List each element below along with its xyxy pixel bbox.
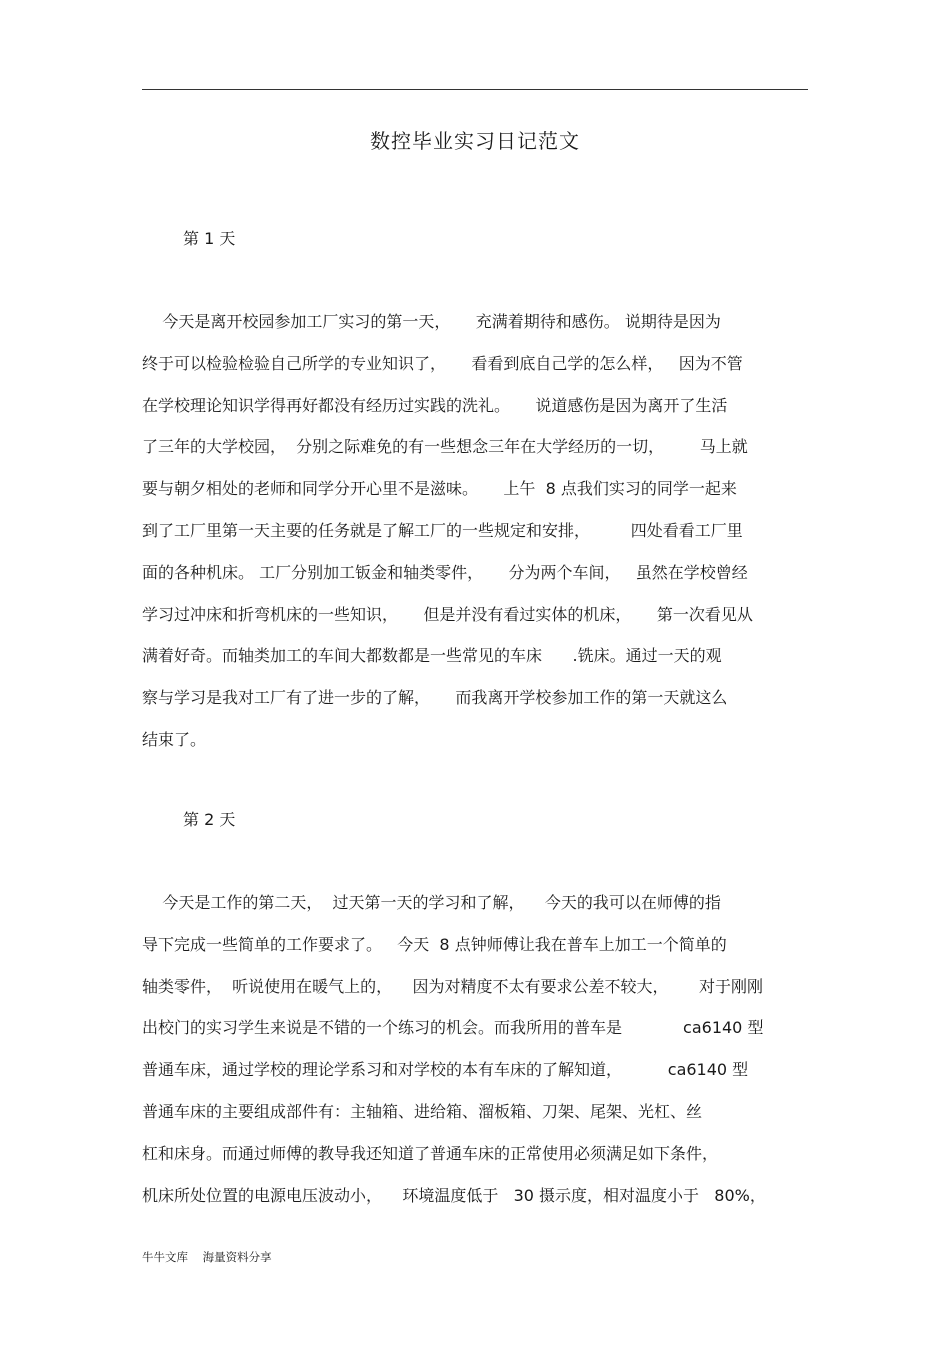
paragraph-line: 了三年的大学校园， 分别之际难免的有一些想念三年在大学经历的一切， 马上就 bbox=[142, 437, 748, 457]
paragraph-line: 到了工厂里第一天主要的任务就是了解工厂的一些规定和安排， 四处看看工厂里 bbox=[142, 520, 743, 540]
paragraph-line: 机床所处位置的电源电压波动小， 环境温度低于 30 摄示度，相对温度小于 80%， bbox=[142, 1185, 766, 1205]
paragraph-line: 轴类零件， 听说使用在暖气上的， 因为对精度不太有要求公差不较大， 对于刚刚 bbox=[142, 976, 764, 996]
day-2-paragraph bbox=[142, 891, 822, 1225]
paragraph-line: 导下完成一些简单的工作要求了。 今天 8 点钟师傅让我在普车上加工一个简单的 bbox=[142, 934, 727, 954]
paragraph-line: 面的各种机床。 工厂分别加工钣金和轴类零件， 分为两个车间， 虽然在学校曾经 bbox=[142, 562, 748, 582]
paragraph-line: 在学校理论知识学得再好都没有经历过实践的洗礼。 说道感伤是因为离开了生活 bbox=[142, 395, 728, 415]
paragraph-line: 要与朝夕相处的老师和同学分开心里不是滋味。 上午 8 点我们实习的同学一起来 bbox=[142, 479, 737, 499]
paragraph-line: 结束了。 bbox=[142, 729, 207, 749]
header-rule bbox=[142, 89, 808, 90]
paragraph-line: 出校门的实习学生来说是不错的一个练习的机会。而我所用的普车是 ca6140 型 bbox=[142, 1018, 764, 1038]
day-1-heading: 第 1 天 bbox=[183, 229, 236, 248]
paragraph-line: 今天是离开校园参加工厂实习的第一天， 充满着期待和感伤。 说期待是因为 bbox=[142, 312, 721, 331]
paragraph-line: 学习过冲床和折弯机床的一些知识， 但是并没有看过实体的机床， 第一次看见从 bbox=[142, 604, 753, 624]
day-2-heading: 第 2 天 bbox=[183, 810, 236, 829]
document-title: 数控毕业实习日记范文 bbox=[370, 129, 580, 153]
paragraph-line: 满着好奇。而轴类加工的车间大都数都是一些常见的车床 .铣床。通过一天的观 bbox=[142, 646, 722, 666]
day-1-paragraph bbox=[142, 310, 822, 770]
paragraph-line: 普通车床，通过学校的理论学系习和对学校的本有车床的了解知道， ca6140 型 bbox=[142, 1060, 749, 1080]
paragraph-line: 察与学习是我对工厂有了进一步的了解， 而我离开学校参加工作的第一天就这么 bbox=[142, 688, 728, 708]
paragraph-line: 杠和床身。而通过师傅的教导我还知道了普通车床的正常使用必须满足如下条件， bbox=[142, 1143, 719, 1163]
paragraph-line: 普通车床的主要组成部件有：主轴箱、进给箱、溜板箱、刀架、尾架、光杠、丝 bbox=[142, 1101, 703, 1121]
paragraph-line: 今天是工作的第二天， 过天第一天的学习和了解， 今天的我可以在师傅的指 bbox=[142, 893, 721, 912]
page-footer: 牛牛文库 海量资料分享 bbox=[142, 1250, 272, 1264]
paragraph-line: 终于可以检验检验自己所学的专业知识了， 看看到底自己学的怎么样， 因为不管 bbox=[142, 353, 743, 373]
